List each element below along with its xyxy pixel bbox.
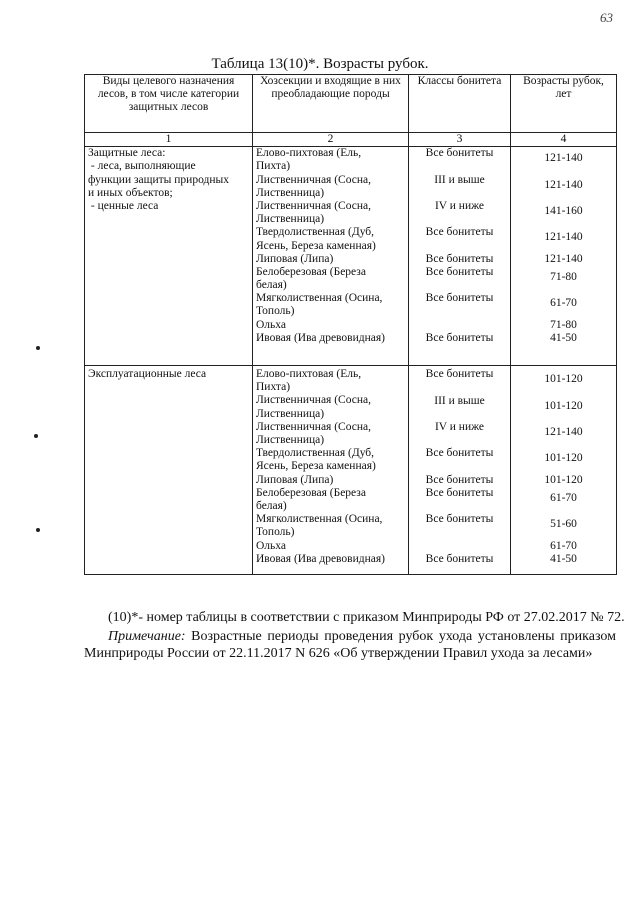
margin-dot xyxy=(36,346,40,350)
species-line: Мягколиственная (Осина, xyxy=(256,292,383,305)
purpose-line: Эксплуатационные леса xyxy=(88,368,207,381)
age-value: 51-60 xyxy=(550,518,577,531)
table-group-row xyxy=(85,147,617,366)
species-line: Пихта) xyxy=(256,160,291,173)
header-bonitet: Классы бонитета xyxy=(409,75,511,133)
column-number-row xyxy=(85,133,617,147)
species-line: Ясень, Береза каменная) xyxy=(256,239,376,252)
species-line: белая) xyxy=(256,499,287,512)
bonitet-value: Все бонитеты xyxy=(425,265,494,278)
species-line: Липовая (Липа) xyxy=(256,473,334,486)
species-line: Лиственница) xyxy=(256,213,325,226)
species-line: Тополь) xyxy=(256,305,295,318)
page-number: 63 xyxy=(600,10,613,25)
age-value: 61-70 xyxy=(550,297,577,310)
column-number: 4 xyxy=(511,133,617,147)
bonitet-value: Все бонитеты xyxy=(425,368,494,381)
species-line: Лиственничная (Сосна, xyxy=(256,394,371,407)
age-value: 101-120 xyxy=(544,473,583,486)
bonitet-value xyxy=(412,319,507,332)
species-line: Ивовая (Ива древовидная) xyxy=(256,331,385,344)
bonitet-value: Все бонитеты xyxy=(425,513,494,526)
header-age: Возрасты рубок, лет xyxy=(511,75,617,133)
species-line: Лиственничная (Сосна, xyxy=(256,199,371,212)
age-value: 121-140 xyxy=(544,178,583,191)
age-value: 61-70 xyxy=(550,491,577,504)
species-line: Мягколиственная (Осина, xyxy=(256,513,383,526)
bonitet-value: Все бонитеты xyxy=(425,486,494,499)
column-number: 1 xyxy=(85,133,253,147)
bonitet-value: Все бонитеты xyxy=(425,292,494,305)
age-value: 71-80 xyxy=(550,270,577,283)
table-group-row xyxy=(85,366,617,575)
age-value: 41-50 xyxy=(550,552,577,565)
cutting-age-table xyxy=(84,74,617,575)
note-text: Возрастные периоды проведения рубок ухода установлены приказом Минприроды России от 22.11.2017 N 626 «Об утверждении Правил ухода за лесами» xyxy=(84,629,616,661)
bonitet-value: Все бонитеты xyxy=(425,447,494,460)
purpose-line: функции защиты природных xyxy=(88,173,229,186)
age-cell xyxy=(511,147,617,366)
purpose-line: Защитные леса: xyxy=(88,147,166,160)
species-line: Ясень, Береза каменная) xyxy=(256,460,376,473)
age-value: 41-50 xyxy=(550,331,577,344)
species-line: Лиственничная (Сосна, xyxy=(256,173,371,186)
species-line: Твердолиственная (Дуб, xyxy=(256,447,375,460)
purpose-cell xyxy=(85,147,253,366)
margin-dot xyxy=(36,528,40,532)
age-value: 121-140 xyxy=(544,425,583,438)
species-cell xyxy=(253,366,409,575)
margin-dot xyxy=(34,434,38,438)
species-line: Ивовая (Ива древовидная) xyxy=(256,552,385,565)
header-species: Хозсекции и входящие в них преобладающие породы xyxy=(253,75,409,133)
species-line: Белоберезовая (Береза xyxy=(256,486,366,499)
species-line: Лиственница) xyxy=(256,407,325,420)
purpose-line: - ценные леса xyxy=(88,199,159,212)
species-line: Лиственница) xyxy=(256,434,325,447)
age-cell xyxy=(511,366,617,575)
species-line: Твердолиственная (Дуб, xyxy=(256,226,375,239)
species-line: Лиственничная (Сосна, xyxy=(256,420,371,433)
column-number: 2 xyxy=(253,133,409,147)
bonitet-value: Все бонитеты xyxy=(425,252,494,265)
species-line: Белоберезовая (Береза xyxy=(256,265,366,278)
age-value: 101-120 xyxy=(544,373,583,386)
species-line: Елово-пихтовая (Ель, xyxy=(256,368,362,381)
note-paragraph xyxy=(84,629,616,662)
bonitet-value: III и выше xyxy=(434,173,485,186)
bonitet-cell xyxy=(409,366,511,575)
species-line: Ольха xyxy=(256,318,286,331)
species-line: Пихта) xyxy=(256,381,291,394)
bonitet-value xyxy=(412,540,507,553)
purpose-cell xyxy=(85,366,253,575)
bonitet-value: III и выше xyxy=(434,394,485,407)
bonitet-cell xyxy=(409,147,511,366)
species-cell xyxy=(253,147,409,366)
age-value: 71-80 xyxy=(550,318,577,331)
bonitet-value: Все бонитеты xyxy=(425,147,494,160)
table-title: Таблица 13(10)*. Возрасты рубок. xyxy=(211,56,429,72)
age-value: 121-140 xyxy=(544,252,583,265)
age-value: 141-160 xyxy=(544,204,583,217)
age-value: 121-140 xyxy=(544,152,583,165)
age-value: 101-120 xyxy=(544,399,583,412)
species-line: Лиственница) xyxy=(256,186,325,199)
footnote: (10)*- номер таблицы в соответствии с приказом Минприроды РФ от 27.02.2017 № 72. xyxy=(108,610,625,625)
table-header-row xyxy=(85,75,617,133)
header-purpose: Виды целевого назначения лесов, в том числе категории защитных лесов xyxy=(85,75,253,133)
bonitet-value: Все бонитеты xyxy=(425,226,494,239)
species-line: Ольха xyxy=(256,539,286,552)
age-value: 101-120 xyxy=(544,452,583,465)
species-line: Елово-пихтовая (Ель, xyxy=(256,147,362,160)
age-value: 121-140 xyxy=(544,231,583,244)
bonitet-value: IV и ниже xyxy=(434,199,485,212)
age-value: 61-70 xyxy=(550,539,577,552)
species-line: Тополь) xyxy=(256,526,295,539)
species-line: белая) xyxy=(256,279,287,292)
bonitet-value: Все бонитеты xyxy=(425,473,494,486)
note-label: Примечание: xyxy=(108,629,186,644)
species-line: Липовая (Липа) xyxy=(256,252,334,265)
bonitet-value: Все бонитеты xyxy=(425,331,494,344)
bonitet-value: Все бонитеты xyxy=(425,552,494,565)
bonitet-value: IV и ниже xyxy=(434,420,485,433)
column-number: 3 xyxy=(409,133,511,147)
purpose-line: и иных объектов; xyxy=(88,186,173,199)
purpose-line: - леса, выполняющие xyxy=(88,160,196,173)
